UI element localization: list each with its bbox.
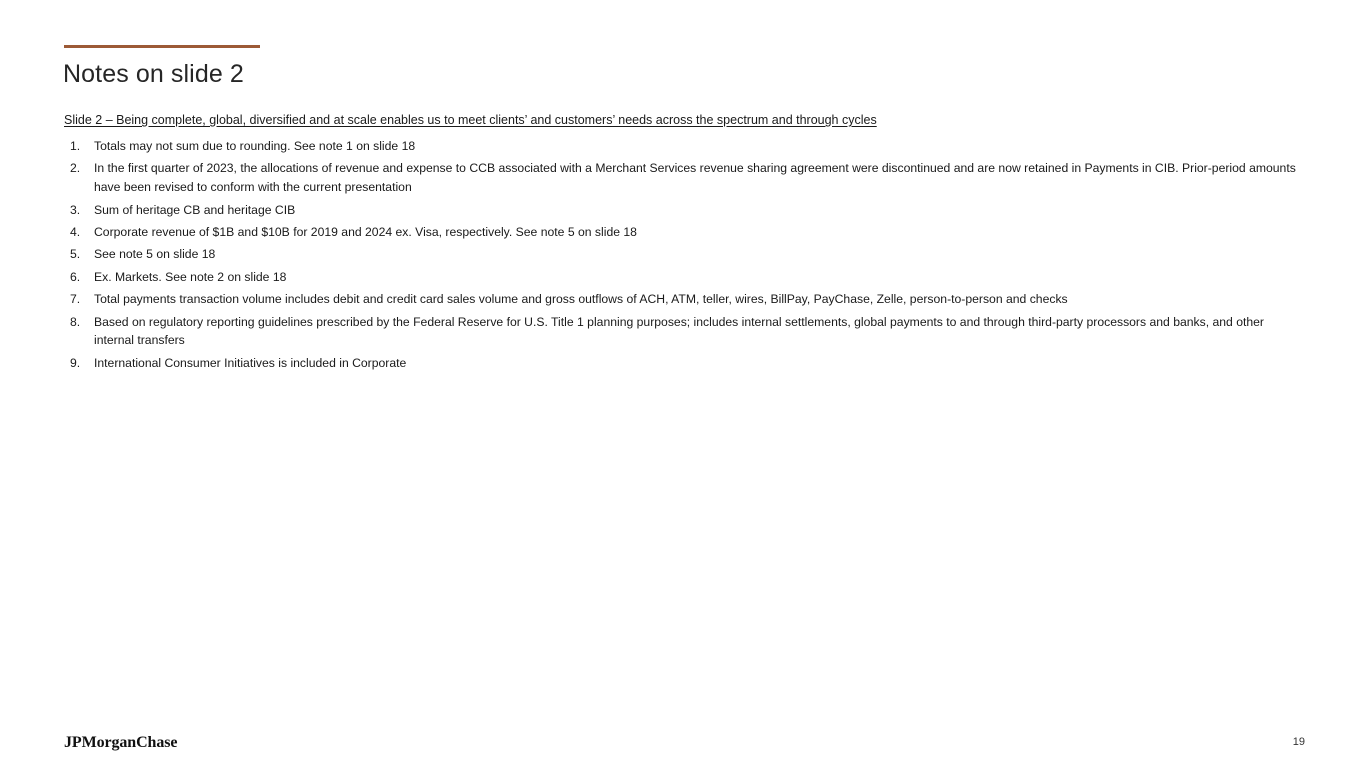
- list-item: In the first quarter of 2023, the allocations of revenue and expense to CCB associated with a Merchant Services revenue sharing agreement were discontinued and are now retained in Payments in CIB. Prior-period amounts have been revised to conform with the current presentation: [94, 161, 1296, 195]
- notes-block: [64, 111, 1304, 376]
- list-item: See note 5 on slide 18: [94, 247, 216, 262]
- list-item: Sum of heritage CB and heritage CIB: [94, 202, 296, 217]
- title-accent-rule: [64, 45, 260, 48]
- list-item: Corporate revenue of $1B and $10B for 2019 and 2024 ex. Visa, respectively. See note 5 on slide 18: [94, 224, 637, 239]
- notes-list: [64, 137, 1304, 373]
- list-item: Ex. Markets. See note 2 on slide 18: [94, 269, 287, 284]
- list-item: International Consumer Initiatives is included in Corporate: [94, 355, 407, 370]
- list-item: Totals may not sum due to rounding. See note 1 on slide 18: [94, 139, 416, 153]
- list-item: Based on regulatory reporting guidelines prescribed by the Federal Reserve for U.S. Title 1 planning purposes; includes internal settlements, global payments to and through third-party processors and banks, and other internal transfers: [94, 314, 1264, 348]
- jpmorganchase-logo: JPMorganChase: [64, 734, 178, 751]
- page-number: 19: [1292, 736, 1305, 748]
- list-item: Total payments transaction volume includes debit and credit card sales volume and gross outflows of ACH, ATM, teller, wires, BillPay, PayChase, Zelle, person-to-person and checks: [94, 292, 1068, 307]
- page-title: Notes on slide 2: [63, 60, 244, 88]
- notes-heading: Slide 2 – Being complete, global, diversified and at scale enables us to meet clients’ and customers’ needs across the spectrum and through cycles: [64, 113, 877, 127]
